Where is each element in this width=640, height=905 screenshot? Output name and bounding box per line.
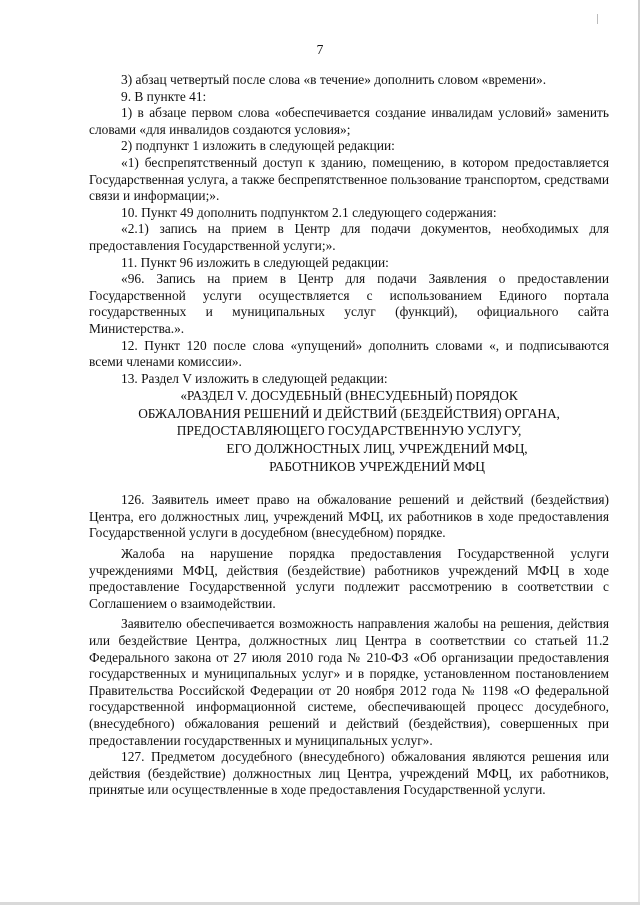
paragraph: Жалоба на нарушение порядка предоставления Государственной услуги учреждениями МФЦ, действия (бездействие) работников учреждений МФЦ в ходе предоставление Государственной услуги подлежит рассмотрению в соответствии с Соглашением о взаимодействии. xyxy=(89,546,609,611)
paragraph: 2) подпункт 1 изложить в следующей редакции: xyxy=(121,138,395,154)
paragraph: 12. Пункт 120 после слова «упущений» дополнить словами «, и подписываются всеми членами комиссии». xyxy=(89,337,609,370)
heading-line: ОБЖАЛОВАНИЯ РЕШЕНИЙ И ДЕЙСТВИЙ (БЕЗДЕЙСТВИЯ) ОРГАНА, xyxy=(138,405,560,421)
paragraph: «2.1) запись на прием в Центр для подачи документов, необходимых для предоставления Государственной услуги;». xyxy=(89,221,609,253)
paragraph: 3) абзац четвертый после слова «в течение» дополнить словом «времени». xyxy=(121,72,547,87)
section-heading xyxy=(89,387,609,475)
document-body xyxy=(89,72,609,799)
paragraph: 1) в абзаце первом слова «обеспечивается создание инвалидам условий» заменить словами «для инвалидов создаются условия»; xyxy=(89,105,609,137)
paragraph: 9. В пункте 41: xyxy=(121,88,207,104)
heading-line: ЕГО ДОЛЖНОСТНЫХ ЛИЦ, УЧРЕЖДЕНИЙ МФЦ, xyxy=(226,441,528,457)
paragraph: 126. Заявитель имеет право на обжалование решений и действий (бездействия) Центра, его должностных лиц, учреждений МФЦ, их работников в ходе предоставления Государственной услуги в досудебном (внесудебном) порядке. xyxy=(89,492,609,541)
paragraph: «96. Запись на прием в Центр для подачи Заявления о предоставлении Государственной услуги осуществляется с использованием Единого портала государственных и муниципальных услуг (функций), официального сайта Министерства.». xyxy=(89,271,609,336)
spacer xyxy=(89,475,609,492)
heading-line: ПРЕДОСТАВЛЯЮЩЕГО ГОСУДАРСТВЕННУЮ УСЛУГУ, xyxy=(176,423,522,439)
heading-line: РАБОТНИКОВ УЧРЕЖДЕНИЙ МФЦ xyxy=(269,458,485,474)
paragraph: 11. Пункт 96 изложить в следующей редакции: xyxy=(121,254,389,270)
scan-mark xyxy=(597,14,598,24)
paragraph: 10. Пункт 49 дополнить подпунктом 2.1 следующего содержания: xyxy=(121,204,497,220)
paragraph: 127. Предметом досудебного (внесудебного) обжалования являются решения или действия (бездействие) должностных лиц Центра, учреждений МФЦ, их работников, принятые или осуществленные в ходе предоставления Государственной услуги. xyxy=(89,749,609,798)
heading-line: «РАЗДЕЛ V. ДОСУДЕБНЫЙ (ВНЕСУДЕБНЫЙ) ПОРЯДОК xyxy=(180,388,518,404)
page-number: 7 xyxy=(316,42,324,57)
paragraph: Заявителю обеспечивается возможность направления жалобы на решения, действия или бездействие Центра, должностных лиц Центра в соответствии со статьей 11.2 Федерального закона от 27 июля 2010 года № 210-ФЗ «Об организации предоставления государственных и муниципальных услуг» и в порядке, установленном постановлением Правительства Российской Федерации от 20 ноября 2012 года № 1198 «О федеральной государственной информационной системе, обеспечивающей процесс досудебного, (внесудебного) обжалования решений и действий (бездействия), совершенных при предоставлении государственных и муниципальных услуг». xyxy=(89,616,609,748)
paragraph: «1) беспрепятственный доступ к зданию, помещению, в котором предоставляется Государственная услуга, а также беспрепятственное пользование транспортом, средствами связи и информации;». xyxy=(89,154,609,204)
paragraph: 13. Раздел V изложить в следующей редакции: xyxy=(121,370,388,386)
